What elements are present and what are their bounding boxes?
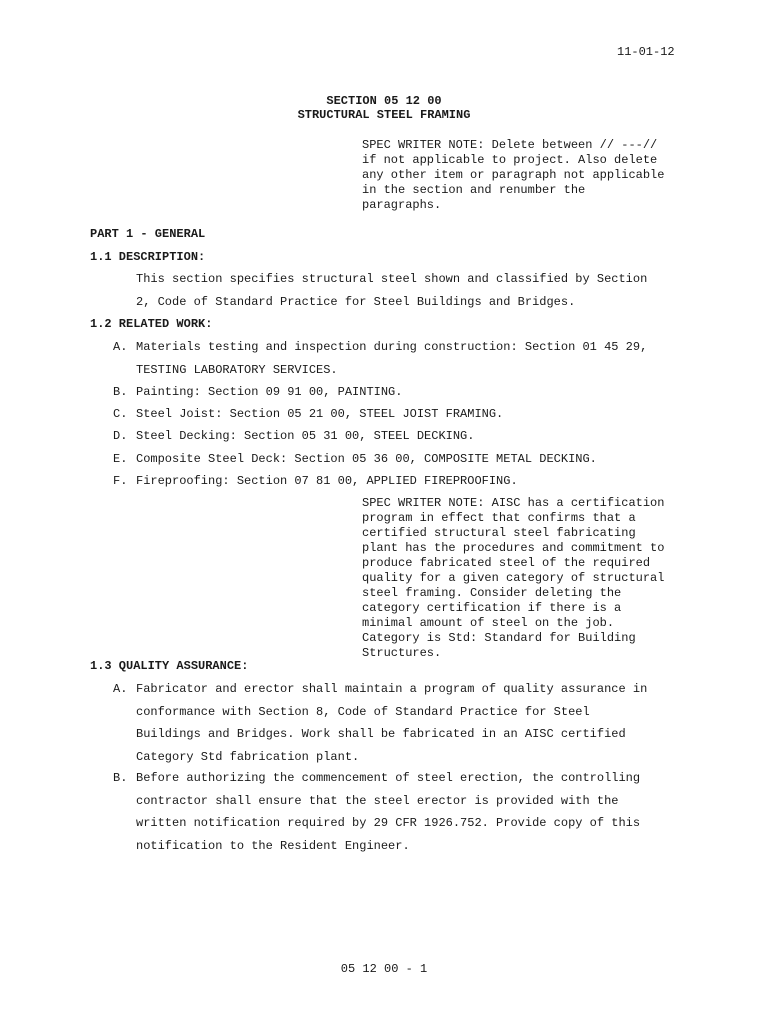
item-text: Painting: Section 09 91 00, PAINTING. [136,385,403,399]
item-label: C. [113,407,128,421]
item-text: Fabricator and erector shall maintain a program of quality assurance in [136,682,648,696]
spec-writer-note: SPEC WRITER NOTE: Delete between // ---// if not applicable to project. Also delete any other item or paragraph not applicable in the section and renumber the paragraphs. [362,138,665,212]
section-number: SECTION 05 12 00 [326,94,442,108]
item-label: A. [113,340,128,354]
item-text: notification to the Resident Engineer. [136,838,410,853]
list-item [113,470,518,493]
item-text: Category Std fabrication plant. [136,749,360,764]
part-heading: PART 1 - GENERAL [90,227,206,241]
paragraph-line: This section specifies structural steel shown and classified by Section [136,272,648,286]
item-text: Materials testing and inspection during construction: Section 01 45 29, [136,340,648,354]
list-item [113,381,402,404]
item-text: Fireproofing: Section 07 81 00, APPLIED FIREPROOFING. [136,474,518,488]
paragraph-line: 2, Code of Standard Practice for Steel Buildings and Bridges. [136,294,576,309]
item-label: B. [113,385,128,399]
item-text: Before authorizing the commencement of steel erection, the controlling [136,771,641,785]
item-label: F. [113,474,128,488]
list-item [113,767,641,853]
item-text: contractor shall ensure that the steel erector is provided with the [136,793,619,808]
spec-writer-note: SPEC WRITER NOTE: AISC has a certification program in effect that confirms that a certified structural steel fabricating plant has the procedures and commitment to produce fabricated steel of the required quality for a given category of structural steel framing. Consider deleting the category certification if there is a minimal amount of steel on the job. Category is Std: Standard for Building Structures. [362,496,665,660]
list-item [113,448,597,471]
item-label: E. [113,452,128,466]
item-label: D. [113,429,128,443]
list-item [113,403,503,426]
item-label: B. [113,771,128,785]
item-text: Composite Steel Deck: Section 05 36 00, COMPOSITE METAL DECKING. [136,452,597,466]
section-heading-related-work: 1.2 RELATED WORK: [90,317,213,331]
section-heading-quality-assurance: 1.3 QUALITY ASSURANCE: [90,659,249,673]
page-number: 05 12 00 - 1 [340,962,428,976]
list-item [113,336,648,377]
description-paragraph [136,268,696,313]
section-heading-description: 1.1 DESCRIPTION: [90,250,206,264]
item-text: Steel Decking: Section 05 31 00, STEEL DECKING. [136,429,475,443]
item-text: Buildings and Bridges. Work shall be fabricated in an AISC certified [136,727,626,741]
item-text: Steel Joist: Section 05 21 00, STEEL JOIST FRAMING. [136,407,504,421]
item-text: conformance with Section 8, Code of Standard Practice for Steel [136,704,590,719]
list-item [113,425,474,448]
list-item [113,678,648,764]
item-label: A. [113,682,128,696]
section-title: STRUCTURAL STEEL FRAMING [297,108,471,122]
item-text: written notification required by 29 CFR 1926.752. Provide copy of this [136,816,641,830]
revision-date: 11-01-12 [617,45,675,59]
item-text: TESTING LABORATORY SERVICES. [136,362,338,377]
